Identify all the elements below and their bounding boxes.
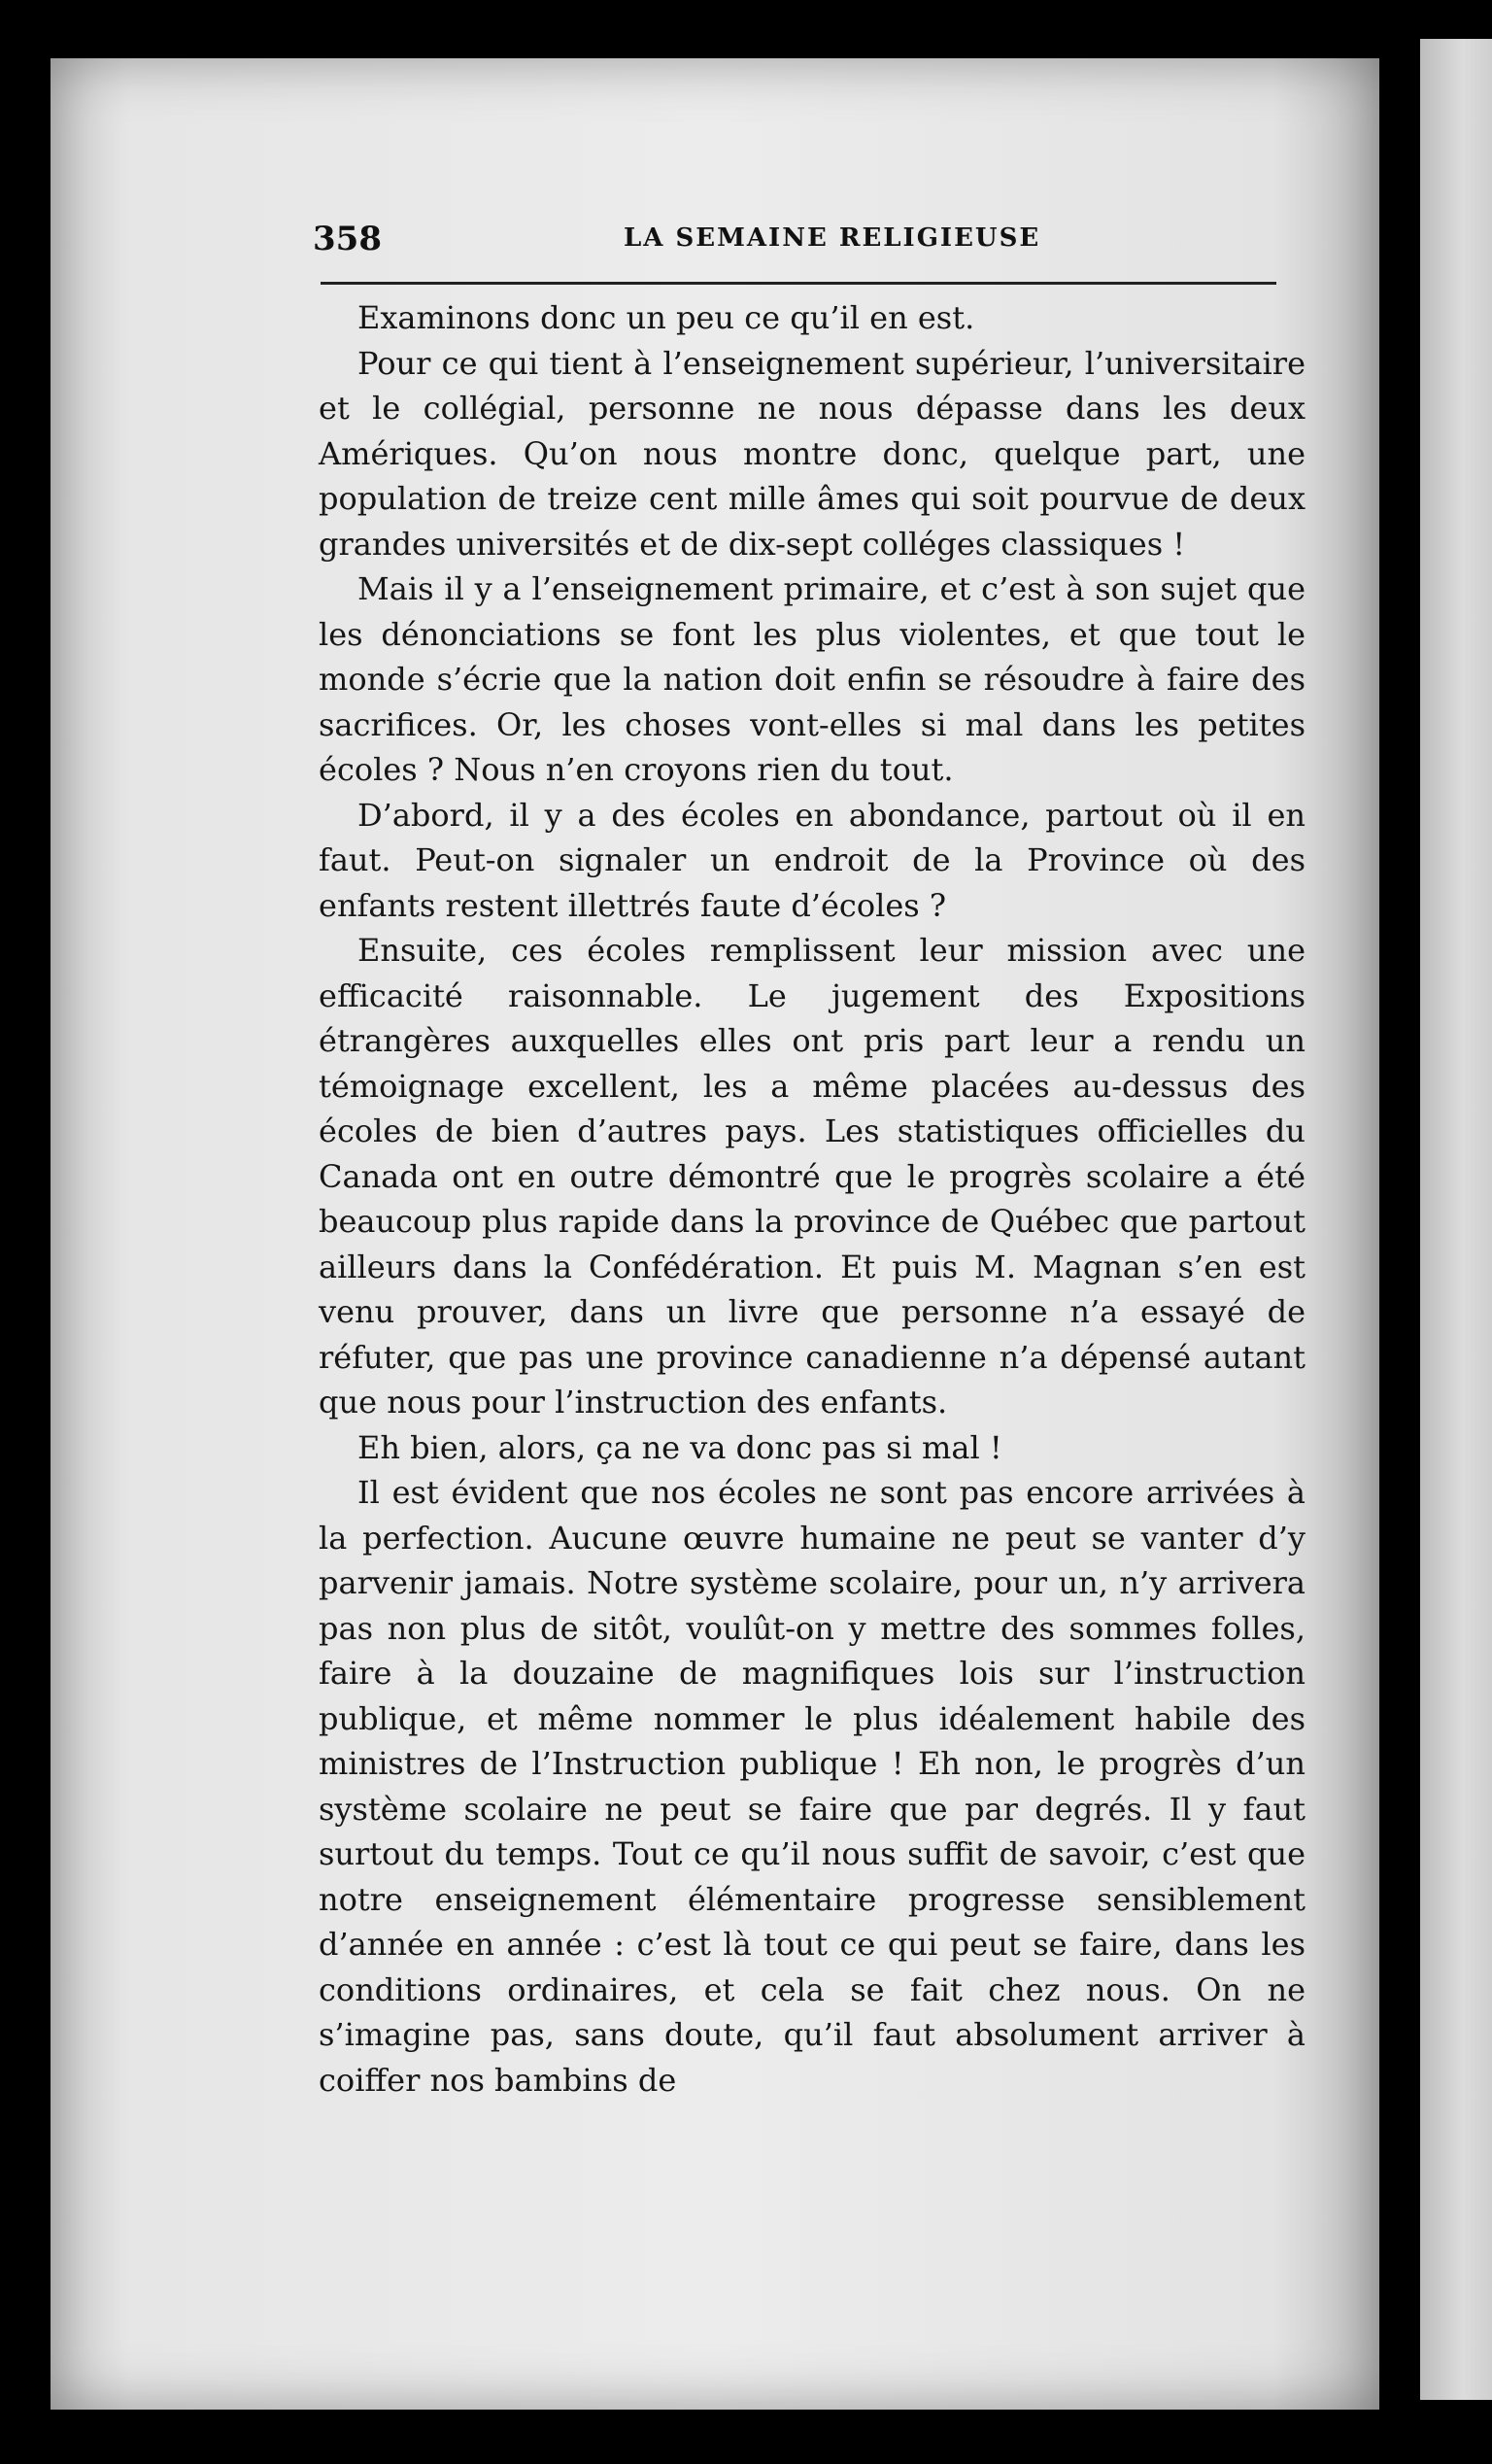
body-text xyxy=(319,295,1306,2103)
adjacent-page-edge xyxy=(1420,39,1492,2400)
paragraph-6: Eh bien, alors, ça ne va donc pas si mal ! xyxy=(357,1428,1002,1466)
page-header xyxy=(313,220,1284,258)
paragraph-3: Mais il y a l’enseignement primaire, et c’est à son sujet que les dénonciations se font les plus violentes, et que tout le monde s’écrie que la nation doit enfin se résoudre à faire des sacrifices. Or, les choses vont-elles si mal dans les petites écoles ? Nous n’en croyons rien du tout. xyxy=(319,570,1306,788)
header-rule xyxy=(321,282,1276,285)
paragraph-7: Il est évident que nos écoles ne sont pas encore arrivées à la perfection. Aucune œuvre humaine ne peut se vanter d’y parvenir jamais. Notre système scolaire, pour un, n’y arrivera pas non plus de sitôt, voulût-on y mettre des sommes folles, faire à la douzaine de magnifiques lois sur l’instruction publique, et même nommer le plus idéalement habile des ministres de l’Instruction publique ! Eh non, le progrès d’un système scolaire ne peut se faire que par degrés. Il y faut surtout du temps. Tout ce qu’il nous suffit de savoir, c’est que notre enseignement élémentaire progresse sensiblement d’année en année : c’est là tout ce qui peut se faire, dans les conditions ordinaires, et cela se fait chez nous. On ne s’imagine pas, sans doute, qu’il faut absolument arriver à coiffer nos bambins de xyxy=(319,1474,1306,2099)
running-title: LA SEMAINE RELIGIEUSE xyxy=(624,223,1041,253)
paragraph-4: D’abord, il y a des écoles en abondance, partout où il en faut. Peut-on signaler un endroit de la Province où des enfants restent illettrés faute d’écoles ? xyxy=(319,796,1306,924)
paragraph-5: Ensuite, ces écoles remplissent leur mission avec une efficacité raisonnable. Le jugement des Expositions étrangères auxquelles elles ont pris part leur a rendu un témoignage excellent, les a même placées au-dessus des écoles de bien d’autres pays. Les statistiques officielles du Canada ont en outre démontré que le progrès scolaire a été beaucoup plus rapide dans la province de Québec que partout ailleurs dans la Confédération. Et puis M. Magnan s’en est venu prouver, dans un livre que personne n’a essayé de réfuter, que pas une province canadienne n’a dépensé autant que nous pour l’instruction des enfants. xyxy=(319,932,1306,1420)
paragraph-1: Examinons donc un peu ce qu’il en est. xyxy=(357,299,975,336)
paragraph-2: Pour ce qui tient à l’enseignement supérieur, l’universitaire et le collégial, personne ne nous dépasse dans les deux Amériques. Qu’on nous montre donc, quelque part, une population de treize cent mille âmes qui soit pourvue de deux grandes universités et de dix-sept colléges classiques ! xyxy=(319,344,1306,563)
page-number: 358 xyxy=(313,220,382,258)
